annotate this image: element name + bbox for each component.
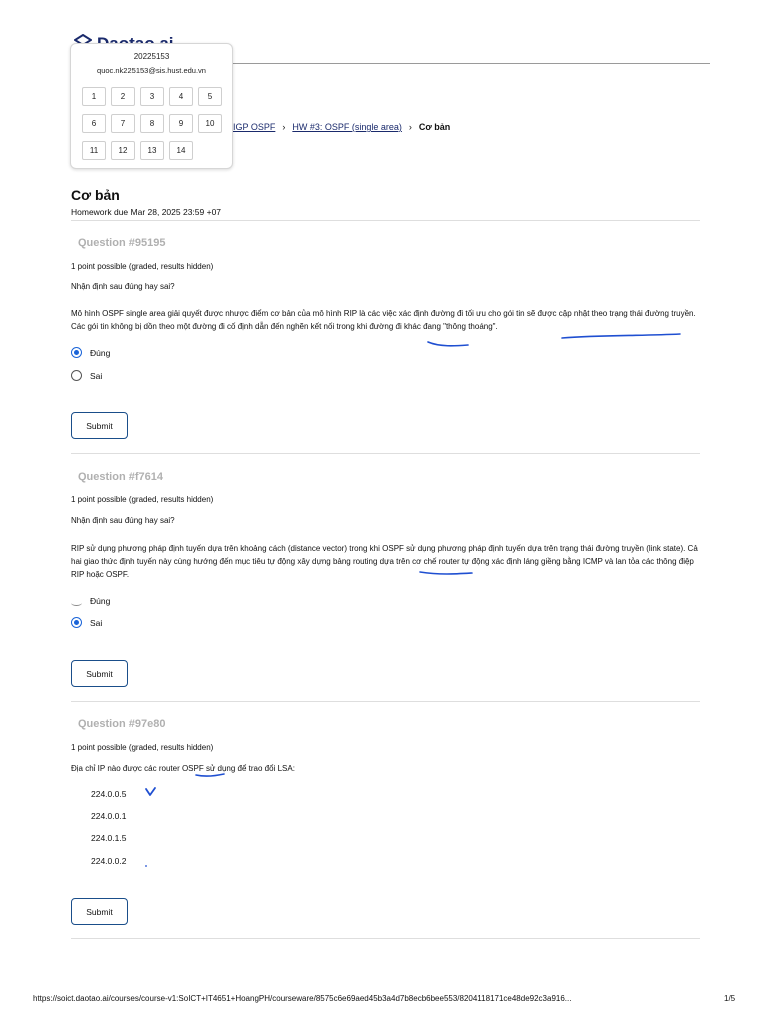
question-nav-button[interactable]: 5: [198, 87, 222, 106]
breadcrumb-hw3[interactable]: HW #3: OSPF (single area): [292, 122, 402, 132]
question-nav-button[interactable]: 1: [82, 87, 106, 106]
radio-unselected[interactable]: [71, 370, 82, 381]
submit-button[interactable]: Submit: [71, 898, 128, 925]
question-nav-button[interactable]: 7: [111, 114, 135, 133]
divider: [71, 938, 700, 939]
pen-checkmark: [146, 788, 155, 795]
question-nav-grid: [82, 87, 222, 160]
question-prompt: Nhận định sau đúng hay sai?: [71, 516, 175, 525]
pen-underline: [562, 334, 680, 338]
footer-url: https://soict.daotao.ai/courses/course-v1:SoICT+IT4651+HoangPH/courseware/8575c6e69aed45b3a4d7b8ecb6bee553/8204118171ce48de92c3a916...: [33, 994, 572, 1003]
answer-option[interactable]: 224.0.0.5: [91, 789, 127, 799]
question-points: 1 point possible (graded, results hidden): [71, 743, 214, 752]
option-sai[interactable]: [71, 370, 102, 381]
question-nav-button[interactable]: 6: [82, 114, 106, 133]
submit-button[interactable]: Submit: [71, 412, 128, 439]
option-label: Đúng: [90, 595, 111, 606]
user-question-popup: [70, 43, 233, 169]
radio-selected[interactable]: [71, 617, 82, 628]
question-heading: Question #f7614: [78, 471, 163, 483]
question-points: 1 point possible (graded, results hidden): [71, 262, 214, 271]
question-heading: Question #97e80: [78, 718, 166, 730]
question-nav-button[interactable]: 3: [140, 87, 164, 106]
option-dung[interactable]: [71, 595, 110, 606]
option-sai[interactable]: [71, 617, 102, 628]
breadcrumb-current: Cơ bản: [418, 122, 451, 132]
question-nav-button[interactable]: 9: [169, 114, 193, 133]
answer-option[interactable]: 224.0.0.1: [91, 811, 127, 821]
breadcrumb-separator: ›: [282, 122, 286, 132]
page-title: Cơ bản: [71, 187, 120, 203]
question-nav-button[interactable]: 11: [82, 141, 106, 160]
user-id: 20225153: [133, 52, 170, 61]
answer-option[interactable]: 224.0.0.2: [91, 856, 127, 866]
divider: [71, 220, 700, 221]
due-date: Homework due Mar 28, 2025 23:59 +07: [71, 207, 222, 217]
pen-underline: [428, 342, 468, 346]
question-body: Mô hình OSPF single area giải quyết được nhược điểm cơ bản của mô hình RIP là các việc xác định đường đi tối ưu cho gói tin sẽ được cập nhật theo trạng thái đường truyền. Các gói tin không bị dồn theo một đường đi cố định dẫn đến nghẽn kết nối trong khi đường đi khác đang "thông thoáng".: [71, 309, 696, 331]
pen-underline: [196, 774, 224, 776]
breadcrumb: [233, 122, 450, 132]
question-nav-button[interactable]: 13: [140, 141, 164, 160]
question-nav-button[interactable]: 8: [140, 114, 164, 133]
answer-option[interactable]: 224.0.1.5: [91, 833, 127, 843]
footer-page-number: 1/5: [724, 994, 736, 1003]
question-heading: Question #95195: [78, 237, 166, 249]
question-prompt: Nhận định sau đúng hay sai?: [71, 282, 175, 291]
option-label: Sai: [90, 617, 103, 628]
radio-unselected[interactable]: [71, 600, 82, 606]
question-nav-button[interactable]: 14: [169, 141, 193, 160]
question-body: RIP sử dụng phương pháp định tuyến dựa trên khoảng cách (distance vector) trong khi OSPF sử dụng phương pháp định tuyến dựa trên trạng thái đường truyền (link state). Cả hai giao thức định tuyến này cùng hướng đến mục tiêu tự động xây dựng bảng routing dựa trên cơ chế router tự động xác định láng giềng bằng ICMP và lan tỏa các thông điệp RIP hoặc OSPF.: [71, 544, 698, 579]
breadcrumb-igp-ospf[interactable]: IGP OSPF: [233, 122, 276, 132]
question-points: 1 point possible (graded, results hidden): [71, 495, 214, 504]
question-nav-button[interactable]: 10: [198, 114, 222, 133]
question-nav-button[interactable]: 12: [111, 141, 135, 160]
breadcrumb-separator: ›: [408, 122, 412, 132]
user-email: quoc.nk225153@sis.hust.edu.vn: [97, 66, 206, 75]
option-label: Đúng: [90, 347, 111, 358]
question-prompt: Địa chỉ IP nào được các router OSPF sử dụng để trao đổi LSA:: [71, 764, 295, 773]
header-divider: [150, 63, 710, 64]
option-dung[interactable]: [71, 347, 110, 358]
submit-button[interactable]: Submit: [71, 660, 128, 687]
pen-dot: [145, 865, 147, 867]
question-nav-button[interactable]: 4: [169, 87, 193, 106]
question-nav-button[interactable]: 2: [111, 87, 135, 106]
radio-selected[interactable]: [71, 347, 82, 358]
divider: [71, 701, 700, 702]
option-label: Sai: [90, 370, 103, 381]
divider: [71, 453, 700, 454]
